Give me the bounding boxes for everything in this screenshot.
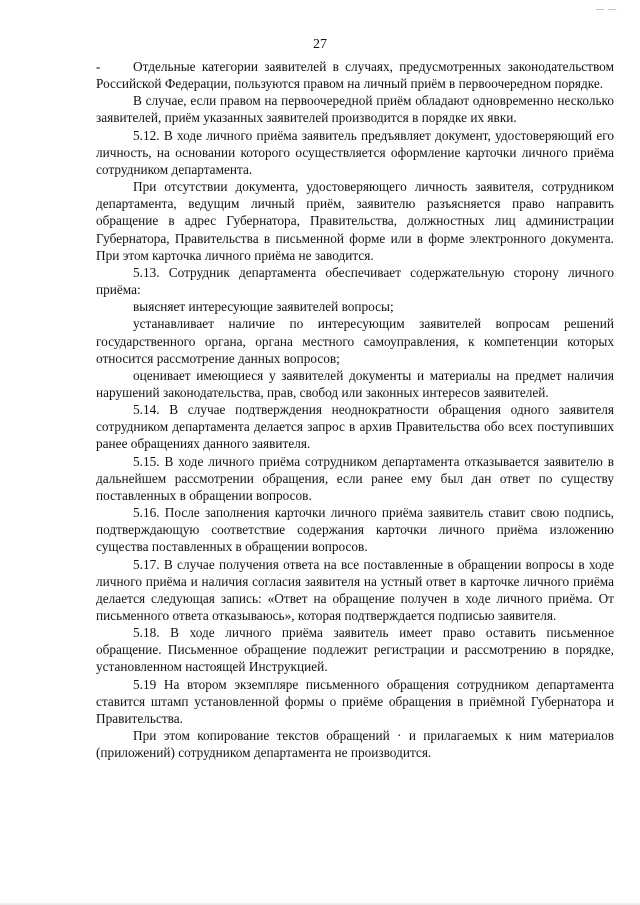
page-number: 27 xyxy=(313,37,327,52)
paragraph: устанавливает наличие по интересующим заявителей вопросам решений государственного органа, органа местного самоуправления, к компетенции которых относится рассмотрение данных вопросов; xyxy=(96,316,614,366)
list-dash: - xyxy=(96,59,101,74)
paragraph: 5.12. В ходе личного приёма заявитель предъявляет документ, удостоверяющий его личность, на основании которого осуществляется оформление карточки личного приёма сотрудником департамента. xyxy=(96,127,614,177)
document-body xyxy=(96,58,614,761)
paragraph: В случае, если правом на первоочередной приём обладают одновременно несколько заявителей, приём указанных заявителей производится в порядке их явки. xyxy=(96,93,614,126)
paragraph: 5.19 На втором экземпляре письменного обращения сотрудником департамента ставится штамп установленной формы о приёме обращения в приёмной Губернатора и Правительства. xyxy=(96,676,614,726)
paragraph: 5.13. Сотрудник департамента обеспечивает содержательную сторону личного приёма: xyxy=(96,264,614,298)
corner-scan-mark: — — xyxy=(596,4,617,13)
paragraph: 5.14. В случае подтверждения неоднократности обращения одного заявителя сотрудником департамента делается запрос в архив Правительства обо всех поступивших ранее обращениях данного заявителя. xyxy=(96,402,614,452)
paragraph xyxy=(96,58,614,92)
paragraph: оценивает имеющиеся у заявителей документы и материалы на предмет наличия нарушений законодательства, прав, свобод или законных интересов заявителей. xyxy=(96,367,614,400)
paragraph: 5.18. В ходе личного приёма заявитель имеет право оставить письменное обращение. Письменное обращение подлежит регистрации и рассмотрению в порядке, установленном настоящей Инструкцией. xyxy=(96,625,614,675)
paragraph: 5.15. В ходе личного приёма сотрудником департамента отказывается заявителю в дальнейшем рассмотрении обращения, если ранее ему был дан ответ по существу поставленных в обращении вопросов. xyxy=(96,453,614,503)
paragraph: 5.17. В случае получения ответа на все поставленные в обращении вопросы в ходе личного приёма и наличия согласия заявителя на устный ответ в карточке личного приёма делается следующая запись: «Ответ на обращение получен в ходе личного приёма. От письменного ответа отказываюсь», которая подтверждается подписью заявителя. xyxy=(96,556,614,623)
paragraph: При этом копирование текстов обращений · и прилагаемых к ним материалов (приложений) сотрудником департамента не производится. xyxy=(96,728,614,761)
paragraph-text: Отдельные категории заявителей в случаях, предусмотренных законодательством Российской Федерации, пользуются правом на личный приём в первоочередном порядке. xyxy=(96,59,614,92)
paragraph: При отсутствии документа, удостоверяющего личность заявителя, сотрудником департамента, ведущим личный приём, заявителю разъясняется право направить обращение в адрес Губернатора, Правительства, должностных лиц администрации Губернатора, Правительства в письменной форме или в форме электронного документа. При этом карточка личного приёма не заводится. xyxy=(96,179,614,263)
paragraph: выясняет интересующие заявителей вопросы; xyxy=(133,299,394,315)
paragraph: 5.16. После заполнения карточки личного приёма заявитель ставит свою подпись, подтверждающую соответствие содержания карточки личного приёма изложению существа поставленных в обращении вопросов. xyxy=(96,505,614,555)
